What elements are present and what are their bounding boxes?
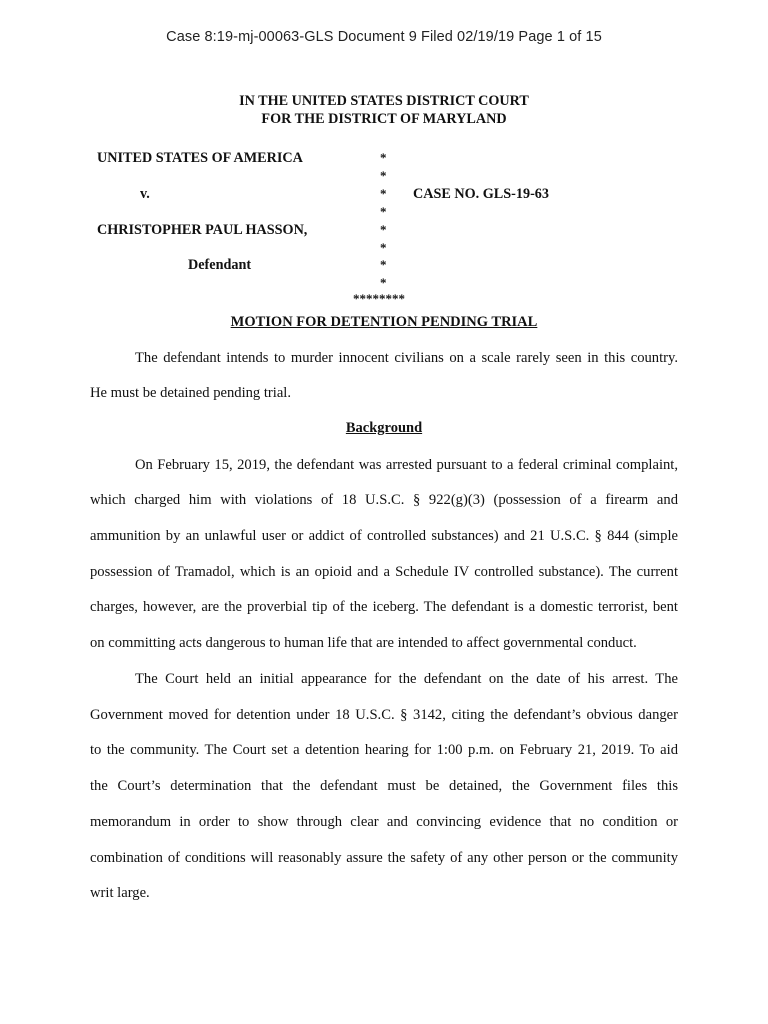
- caption-star: *: [380, 240, 387, 255]
- caption-plaintiff: UNITED STATES OF AMERICA: [97, 150, 303, 166]
- paragraph1-line: On February 15, 2019, the defendant was arrested pursuant to a federal criminal complaint,: [135, 457, 678, 473]
- caption-defendant-name: CHRISTOPHER PAUL HASSON,: [97, 222, 308, 238]
- caption-star: *: [380, 204, 387, 219]
- paragraph1-line: on committing acts dangerous to human life that are intended to affect governmental conduct.: [90, 635, 637, 651]
- paragraph1-line: possession of Tramadol, which is an opioid and a Schedule IV controlled substance). The current: [90, 564, 678, 580]
- caption-star: *: [380, 275, 387, 290]
- paragraph2-line: to the community. The Court set a detention hearing for 1:00 p.m. on February 21, 2019. To aid: [90, 742, 678, 758]
- paragraph2-line: Government moved for detention under 18 U.S.C. § 3142, citing the defendant’s obvious danger: [90, 707, 678, 723]
- caption-star-rule: ********: [353, 291, 405, 306]
- court-name: IN THE UNITED STATES DISTRICT COURT: [239, 93, 529, 109]
- section-heading: Background: [345, 420, 423, 436]
- caption-star: *: [380, 150, 387, 165]
- caption-star: *: [380, 168, 387, 183]
- paragraph1-line: which charged him with violations of 18 U.S.C. § 922(g)(3) (possession of a firearm and: [90, 492, 678, 508]
- paragraph1-line: ammunition by an unlawful user or addict of controlled substances) and 21 U.S.C. § 844 (simple: [90, 528, 678, 544]
- document-title: MOTION FOR DETENTION PENDING TRIAL: [230, 314, 538, 330]
- court-district: FOR THE DISTRICT OF MARYLAND: [261, 111, 507, 127]
- filing-header: Case 8:19-mj-00063-GLS Document 9 Filed 02/19/19 Page 1 of 15: [166, 29, 602, 45]
- caption-star: *: [380, 257, 387, 272]
- caption-star: *: [380, 186, 387, 201]
- intro-line: The defendant intends to murder innocent civilians on a scale rarely seen in this country.: [135, 350, 678, 366]
- caption-star: *: [380, 222, 387, 237]
- paragraph1-line: charges, however, are the proverbial tip of the iceberg. The defendant is a domestic terrorist, bent: [90, 599, 678, 615]
- case-number: CASE NO. GLS-19-63: [413, 186, 549, 202]
- caption-defendant-label: Defendant: [188, 257, 252, 273]
- paragraph2-line: the Court’s determination that the defendant must be detained, the Government files this: [90, 778, 678, 794]
- paragraph2-line: writ large.: [90, 885, 150, 901]
- paragraph2-line: The Court held an initial appearance for the defendant on the date of his arrest. The: [135, 671, 678, 687]
- intro-line: He must be detained pending trial.: [90, 385, 292, 401]
- caption-versus: v.: [140, 186, 150, 202]
- paragraph2-line: memorandum in order to show through clear and convincing evidence that no condition or: [90, 814, 678, 830]
- paragraph2-line: combination of conditions will reasonably assure the safety of any other person or the community: [90, 850, 678, 866]
